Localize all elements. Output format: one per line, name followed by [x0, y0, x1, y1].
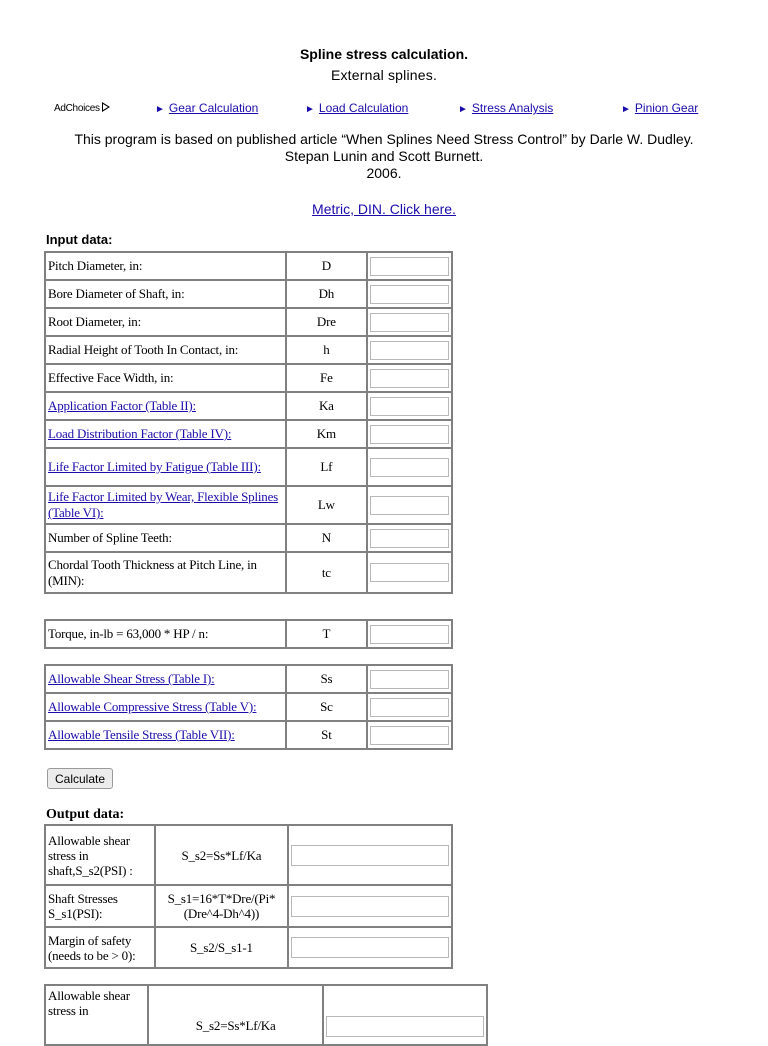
shaft-stress-output[interactable]	[291, 896, 449, 917]
bore-diameter-input[interactable]	[370, 285, 449, 304]
table-row	[45, 885, 452, 927]
radial-height-input[interactable]	[370, 341, 449, 360]
output-label: Shaft Stresses S_s1(PSI):	[45, 885, 155, 927]
table-row	[45, 420, 452, 448]
input-symbol: N	[286, 524, 367, 552]
intro-line: Stepan Lunin and Scott Burnett.	[284, 148, 484, 164]
allowable-shear-output-2[interactable]	[326, 1016, 484, 1037]
ad-links-bar	[54, 101, 714, 117]
table-row	[45, 693, 452, 721]
allowable-tensile-stress-link[interactable]: Allowable Tensile Stress (Table VII):	[48, 727, 235, 742]
allowable-compressive-input[interactable]	[370, 698, 449, 717]
table-row	[45, 392, 452, 420]
torque-table	[44, 619, 453, 649]
input-data-title: Input data:	[46, 232, 113, 247]
input-label: Root Diameter, in:	[45, 308, 286, 336]
allowable-symbol: Ss	[286, 665, 367, 693]
output-label: Margin of safety (needs to be > 0):	[45, 927, 155, 968]
ad-link-label: Stress Analysis	[471, 101, 554, 115]
output-label: Allowable shear stress in	[45, 985, 148, 1045]
application-factor-link[interactable]: Application Factor (Table II):	[48, 398, 196, 413]
input-symbol: Lw	[286, 486, 367, 524]
intro-line: This program is based on published article “When Splines Need Stress Control” by Darle W. Dudley.	[74, 131, 694, 147]
input-symbol: tc	[286, 552, 367, 593]
input-label: Bore Diameter of Shaft, in:	[45, 280, 286, 308]
intro-line: 2006.	[366, 165, 402, 181]
margin-of-safety-output[interactable]	[291, 937, 449, 958]
table-row	[45, 524, 452, 552]
table-row	[45, 985, 487, 1045]
tooth-thickness-input[interactable]	[370, 563, 449, 582]
root-diameter-input[interactable]	[370, 313, 449, 332]
ad-link-stress-analysis[interactable]	[458, 101, 553, 115]
allowable-symbol: Sc	[286, 693, 367, 721]
input-data-table	[44, 251, 453, 594]
output-data-table	[44, 824, 453, 969]
arrow-right-icon: ►	[305, 104, 315, 115]
ad-link-label: Load Calculation	[318, 101, 409, 115]
allowable-shear-stress-link[interactable]: Allowable Shear Stress (Table I):	[48, 671, 215, 686]
input-symbol: Dh	[286, 280, 367, 308]
load-distribution-input[interactable]	[370, 425, 449, 444]
input-label: Pitch Diameter, in:	[45, 252, 286, 280]
number-of-teeth-input[interactable]	[370, 529, 449, 548]
output-data-title: Output data:	[46, 807, 125, 822]
allowable-tensile-input[interactable]	[370, 726, 449, 745]
table-row	[45, 927, 452, 968]
torque-input[interactable]	[370, 625, 449, 644]
arrow-right-icon: ►	[458, 104, 468, 115]
torque-label: Torque, in-lb = 63,000 * HP / n:	[45, 620, 286, 648]
input-symbol: D	[286, 252, 367, 280]
output-formula: S_s2/S_s1-1	[155, 927, 288, 968]
allowable-symbol: St	[286, 721, 367, 749]
input-symbol: Km	[286, 420, 367, 448]
torque-symbol: T	[286, 620, 367, 648]
output-formula: S_s1=16*T*Dre/(Pi*(Dre^4-Dh^4))	[155, 885, 288, 927]
output-formula: S_s2=Ss*Lf/Ka	[148, 985, 323, 1045]
output-formula: S_s2=Ss*Lf/Ka	[155, 825, 288, 885]
intro-text	[40, 131, 728, 182]
arrow-right-icon: ►	[621, 104, 631, 115]
output-data-table-2	[44, 984, 488, 1046]
input-label: Chordal Tooth Thickness at Pitch Line, in (MIN):	[45, 552, 286, 593]
pitch-diameter-input[interactable]	[370, 257, 449, 276]
table-row	[45, 486, 452, 524]
table-row	[45, 448, 452, 486]
calculate-button[interactable]: Calculate	[47, 768, 113, 789]
arrow-right-icon: ►	[155, 104, 165, 115]
input-label: Effective Face Width, in:	[45, 364, 286, 392]
input-symbol: h	[286, 336, 367, 364]
ad-link-label: Pinion Gear	[634, 101, 699, 115]
ad-link-label: Gear Calculation	[168, 101, 259, 115]
adchoices-icon	[102, 102, 110, 112]
metric-din-link[interactable]: Metric, DIN. Click here.	[312, 201, 456, 217]
page-subtitle: External splines.	[330, 67, 438, 83]
load-distribution-factor-link[interactable]: Load Distribution Factor (Table IV):	[48, 426, 232, 441]
table-row	[45, 721, 452, 749]
output-label: Allowable shear stress in shaft,S_s2(PSI) :	[45, 825, 155, 885]
input-label: Radial Height of Tooth In Contact, in:	[45, 336, 286, 364]
life-factor-fatigue-link[interactable]: Life Factor Limited by Fatigue (Table III):	[48, 459, 261, 474]
table-row	[45, 364, 452, 392]
ad-link-pinion-gear[interactable]	[621, 101, 698, 115]
table-row	[45, 280, 452, 308]
table-row	[45, 336, 452, 364]
table-row	[45, 825, 452, 885]
input-symbol: Lf	[286, 448, 367, 486]
input-label: Number of Spline Teeth:	[45, 524, 286, 552]
allowable-stress-table	[44, 664, 453, 750]
adchoices-label: AdChoices	[54, 103, 100, 114]
ad-link-gear-calculation[interactable]	[155, 101, 258, 115]
life-factor-wear-input[interactable]	[370, 496, 449, 515]
life-factor-fatigue-input[interactable]	[370, 458, 449, 477]
table-row	[45, 620, 452, 648]
allowable-shear-shaft-output[interactable]	[291, 845, 449, 866]
adchoices-badge[interactable]	[54, 102, 110, 114]
input-symbol: Ka	[286, 392, 367, 420]
application-factor-input[interactable]	[370, 397, 449, 416]
table-row	[45, 308, 452, 336]
page-title: Spline stress calculation.	[299, 46, 469, 62]
input-symbol: Dre	[286, 308, 367, 336]
table-row	[45, 552, 452, 593]
input-symbol: Fe	[286, 364, 367, 392]
face-width-input[interactable]	[370, 369, 449, 388]
allowable-shear-input[interactable]	[370, 670, 449, 689]
life-factor-wear-link[interactable]: Life Factor Limited by Wear, Flexible Splines (Table VI):	[48, 489, 279, 520]
table-row	[45, 252, 452, 280]
allowable-compressive-stress-link[interactable]: Allowable Compressive Stress (Table V):	[48, 699, 257, 714]
table-row	[45, 665, 452, 693]
ad-link-load-calculation[interactable]	[305, 101, 408, 115]
